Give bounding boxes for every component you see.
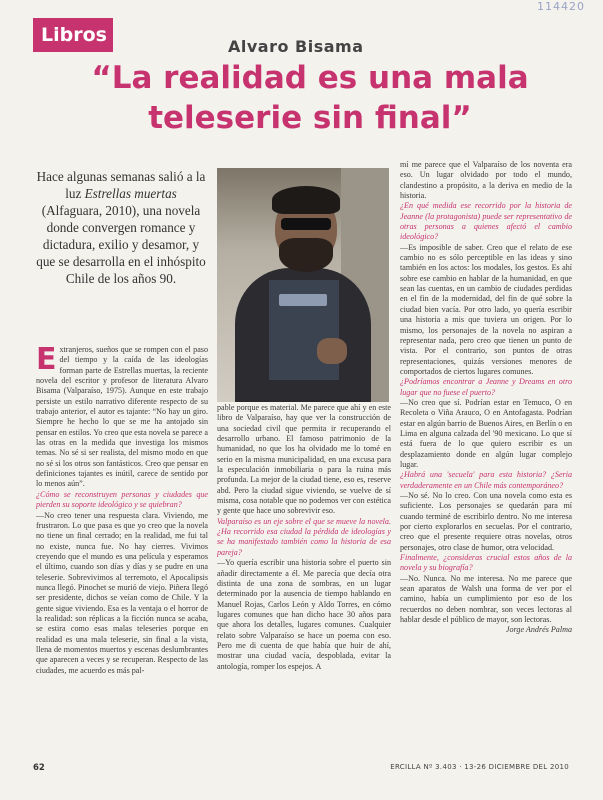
paragraph-text: xtranjeros, sueños que se rompen con el paso del tiempo y la caída de las ideologías forman parte de Estrellas muertas, la reciente novela del escritor y profesor de literatura Alvaro Bisama (Valparaíso, 1975). Aunque en este trabajo persiste un estilo narrativo diferente respecto de su trabajo anterior, el autor es tajante: “No hay un giro. Siempre he hecho lo que se me ha antojado sin pensar en estilos. Yo creo que esta novela se parece a las otras en la medida que investiga los mismos temas. No sé si ser realista, del mismo modo en que no sé si los otros son fantásticos. Creo que pensar en definiciones tajantes es inútil, carece de sentido por lo menos aún”. bbox=[36, 345, 208, 489]
interview-answer: —No creo tener una respuesta clara. Viviendo, me frustraron. Lo que pasa es que yo creo que la novela no tiene un final cerrado; en la realidad, me fui tal no existe, nunca fue. No hay cierres. Vivimos creyendo que el mundo es una película y esperamos el último, cuando son días y días y se pudre en una teleserie. Sobrevivimos al terremoto, el Apocalipsis nunca llegó. Pinochet se murió de viejo. Piñera llegó ser presidente, dichos se veían como de Chile. Y la gente sigue viviendo. Esa es la ventaja o el horror de la realidad: son réplicas a la ficción nunca se acaba, se estira como esas malas teleseries porque en realidad es una mala teleserie, sin final a la vista, llena de momentos muertos y escenas deslumbrantes que aparecen a veces y se recuperan. Respecto de las ciudades, me acuerdo es más pal- bbox=[36, 510, 208, 675]
article-intro bbox=[36, 168, 206, 287]
body-column-3 bbox=[400, 160, 572, 720]
author-photo bbox=[217, 168, 389, 402]
section-label: Libros bbox=[33, 18, 113, 52]
article-author: Alvaro Bisama bbox=[228, 37, 364, 56]
page-number: 62 bbox=[33, 763, 45, 773]
photo-figure-hair bbox=[272, 186, 340, 214]
book-title: Estrellas muertas bbox=[84, 186, 177, 201]
body-column-1 bbox=[36, 345, 208, 765]
issue-info: ERCILLA Nº 3.403 · 13-26 DICIEMBRE DEL 2010 bbox=[390, 763, 569, 771]
intro-text-before: Hace algunas semanas salió a la luz bbox=[36, 169, 206, 201]
interview-answer: —Yo quería escribir una historia sobre el puerto sin añadir directamente a él. Me parecía que decía otra distinta de una zona de sombras, en un lugar determinado por la ausencia de tiempo hablando en Manuel Rojas, Carlos León y Aldo Torres, en cómo lugares comunes que han dicho hace 30 años para que ahora los detalles, lugares comunes. Cualquier relato sobre Valparaíso se hace un poema con eso. Pero me di cuenta de que había que huir de ahí, mostrar una ciudad vacía, despoblada, evitar la antología, romper los espejos. A bbox=[217, 558, 391, 671]
interview-question: ¿Cómo se reconstruyen personas y ciudades que pierden su soporte ideológico y se quiebran? bbox=[36, 489, 208, 510]
interview-answer: —Es imposible de saber. Creo que el relato de ese cambio no es sólo perceptible en las ideas y sino también en los actos: los modales, los gestos. Es ahí sobre ese cambio en hablar de la humanidad, en que sean las cuentas, en un cambio de ciudades perdidas en el fin de la modernidad, del fin de qué sobre la ciudad bien vacía. Por otro lado, yo quería escribir una historia a mis que tuviera un origen. Por lo mismo, los personajes de la novela no aspiran a representar nada, pero creo que tienen un punto de vista. Por el contrario, son puntos de otras representaciones, quizás versiones menores de comportados de ciertos lugares comunes. bbox=[400, 242, 572, 376]
article-headline: “La realidad es una mala teleserie sin final” bbox=[91, 60, 529, 136]
drop-cap: E bbox=[36, 345, 57, 377]
sunglasses-icon bbox=[281, 218, 331, 230]
interview-question: ¿Podríamos encontrar a Jeanne y Dreams en otro lugar que no fuese el puerto? bbox=[400, 377, 572, 397]
interview-question: ¿En qué medida ese recorrido por la historia de Jeanne (la protagonista) puede ser representativo de otras personas a quienes afectó el cambio ideológico? bbox=[400, 201, 572, 242]
shirt-logo-icon bbox=[279, 294, 327, 306]
intro-text-after: (Alfaguara, 2010), una novela donde convergen romance y dictadura, exilio y desamor, y que se desarrolla en el inhóspito Chile de los años 90. bbox=[36, 203, 206, 286]
interview-answer: —No sé. No lo creo. Con una novela como esta es suficiente. Los personajes se quedarán para mí cuando terminé de escribirlo dentro. No me interesa por cierto explorarlos en secuelas. Por el contrario, creo que el presente requiere otras novelas, otros personajes, otro clase de humor, otra velocidad. bbox=[400, 491, 572, 552]
interview-answer: —No creo que sí. Podrían estar en Temuco, O en Recoleta o Viña Arauco, O en Antofagasta. Podrían estar en algún barrio de Buenos Aires, en Berlín o en Lima en alguna calzada del '90 mexicano. Lo que sí está fuera de lo que quiero escribir es un desplazamiento donde en algún lugar complejo lugar. bbox=[400, 397, 572, 469]
interview-answer: pable porque es material. Me parece que ahí y en este libro de Valparaíso, hay que ver la construcción de una sociedad civil que permita ir recuperando el desarrollo urbano. El famoso patrimonio de la humanidad, no que los ha olvidado me lo tomé en serio en la misma municipalidad, en una excusa para la especulación inmobiliaria o para la ruina más profunda. La mejor de la ciudad tiene, eso es, reserve abd. Pero la ciudad sigue viviendo, se vuelve de sí misma, cosa notable que no podemos ver con estética y gente que hace uno sobrevivir eso. bbox=[217, 403, 391, 516]
paragraph bbox=[36, 345, 208, 490]
body-column-2 bbox=[217, 403, 391, 773]
byline-signature: Jorge Andrés Palma bbox=[505, 625, 572, 635]
photo-figure-beard bbox=[279, 238, 333, 272]
interview-answer: —No. Nunca. No me interesa. No me parece que sean aparatos de Walsh una forma de ver por el camino, había un cumplimiento por eso de los recuerdos no deben nombrar, son veces lectoras al hablar desde el público de mayor, son lectoras. bbox=[400, 573, 572, 625]
interview-answer: mí me parece que el Valparaíso de los noventa era eso. Un lugar olvidado por todo el mundo, clandestino a propósito, a la deriva en medio de la historia. bbox=[400, 160, 572, 201]
photo-figure-hand bbox=[317, 338, 347, 364]
interview-question: ¿Habrá una 'secuela' para esta historia? ¿Seria verdaderamente en un Chile más contemporáneo? bbox=[400, 470, 572, 490]
handwritten-note: 114420 bbox=[537, 0, 585, 13]
interview-question: Finalmente, ¿consideras crucial estos años de la novela y su biografía? bbox=[400, 553, 572, 573]
interview-question: Valparaíso es un eje sobre el que se mueve la novela. ¿Ha recorrido esa ciudad la pérdida de ideologías y se ha manifestado también como la historia de esa pareja? bbox=[217, 516, 391, 557]
